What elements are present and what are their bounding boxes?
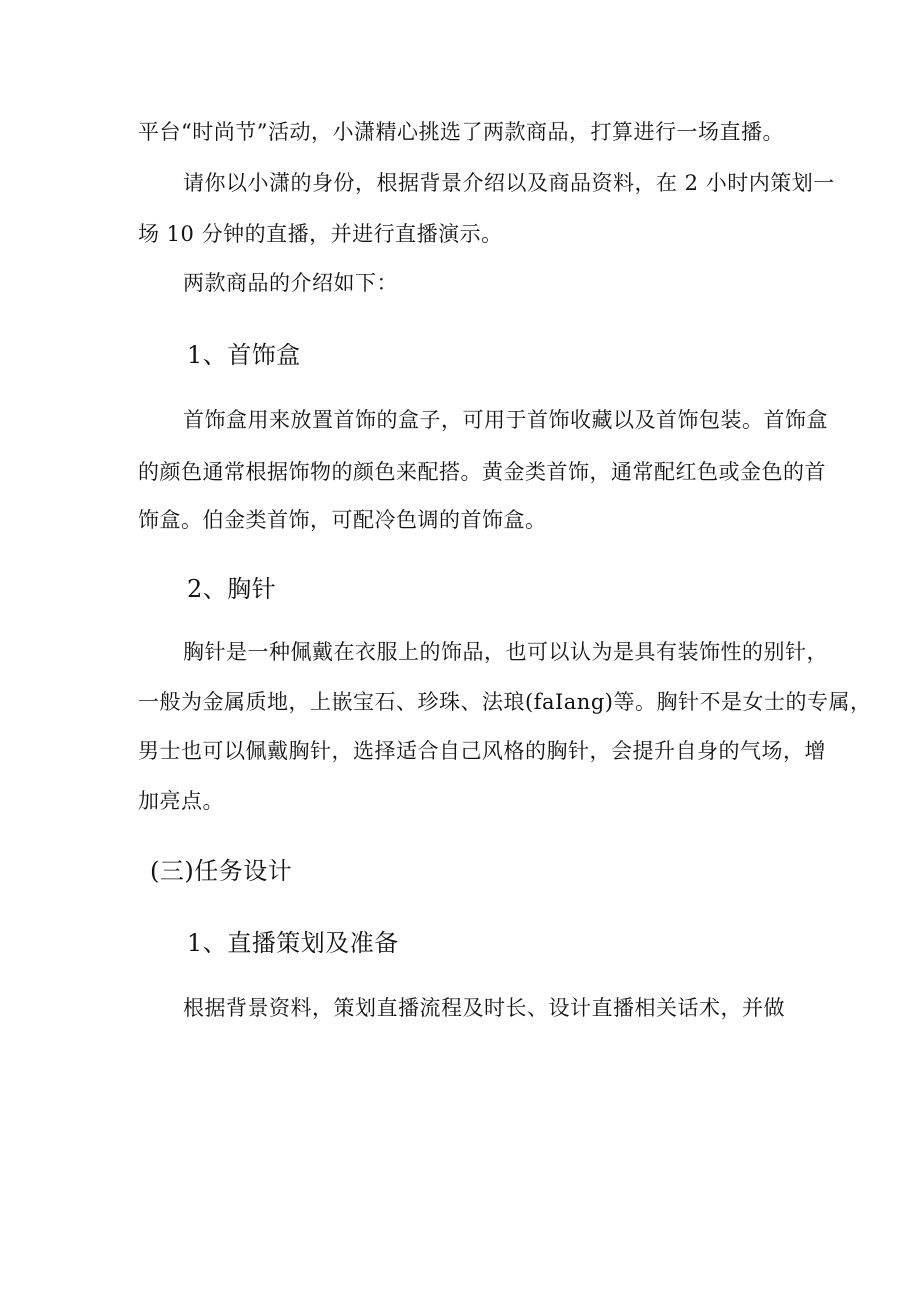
- product-1-line-2: 的颜色通常根据饰物的颜色来配搭。黄金类首饰，通常配红色或金色的首: [138, 460, 826, 484]
- section-3-heading: (三)任务设计: [150, 857, 293, 885]
- intro-line-2: 请你以小潇的身份，根据背景介绍以及商品资料，在 2 小时内策划一: [183, 171, 835, 195]
- intro-line-1: 平台“时尚节”活动，小潇精心挑选了两款商品，打算进行一场直播。: [138, 120, 784, 144]
- product-2-line-3: 男士也可以佩戴胸针，选择适合自己风格的胸针，会提升自身的气场，增: [138, 739, 826, 763]
- intro-line-3: 场 10 分钟的直播，并进行直播演示。: [138, 222, 503, 246]
- section-3-sub-1-heading: 1、直播策划及准备: [187, 929, 399, 957]
- product-1-heading: 1、首饰盒: [187, 341, 301, 369]
- product-2-line-1: 胸针是一种佩戴在衣服上的饰品，也可以认为是具有装饰性的别针，: [183, 640, 828, 664]
- intro-line-4: 两款商品的介绍如下：: [183, 271, 398, 295]
- product-2-line-4: 加亮点。: [138, 789, 224, 813]
- product-2-heading: 2、胸针: [187, 575, 277, 603]
- product-2-line-2: 一般为金属质地，上嵌宝石、珍珠、法琅(faIang)等。胸针不是女士的专属，: [138, 690, 872, 714]
- product-1-line-1: 首饰盒用来放置首饰的盒子，可用于首饰收藏以及首饰包装。首饰盒: [183, 408, 828, 432]
- product-1-line-3: 饰盒。伯金类首饰，可配冷色调的首饰盒。: [138, 508, 547, 532]
- section-3-sub-1-line-1: 根据背景资料，策划直播流程及时长、设计直播相关话术，并做: [183, 996, 785, 1020]
